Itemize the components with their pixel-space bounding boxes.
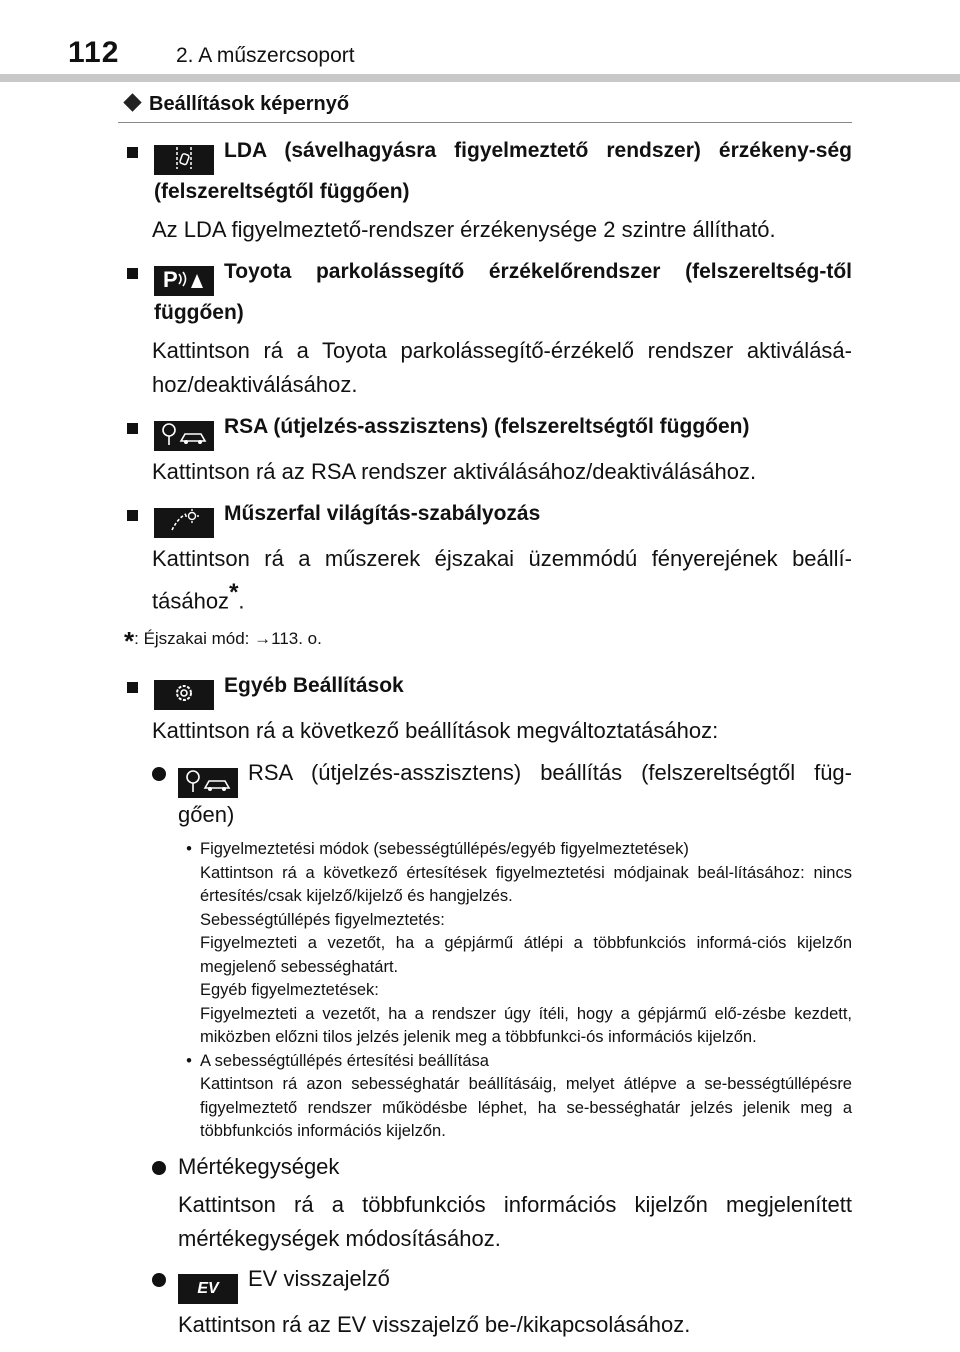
lda-desc: Az LDA figyelmeztető-rendszer érzékenysége 2 szintre állítható. <box>152 217 776 242</box>
square-bullet <box>127 682 138 693</box>
footnote-star: * <box>124 626 135 657</box>
arrow-icon: → <box>254 629 272 649</box>
ev-indicator-label: EV <box>197 1279 219 1297</box>
diamond-icon <box>123 93 141 111</box>
list-item: • A sebességtúllépés értesítési beállítása Kattintson rá azon sebességhatár beállításáig, melyet átlépve a se-bességtúllépésre figyelmeztető rendszer működésbe léphet, ha se-bességhatár jelzés jelenik meg a többfunkciós információs kijelzőn. <box>178 1050 852 1144</box>
brightness-icon <box>154 508 214 538</box>
footnote-ref: 113. o. <box>271 629 322 649</box>
ev-heading: EV visszajelző <box>248 1265 390 1291</box>
rsa-entry <box>124 410 852 451</box>
lane-departure-icon <box>154 145 214 175</box>
illumination-desc-text: Kattintson rá a műszerek éjszakai üzemmódú fényerejének beállí-tásához <box>152 546 852 614</box>
illumination-desc <box>152 542 852 618</box>
list-item-text: Figyelmeztetési módok (sebességtúllépés/egyéb figyelmeztetések) Kattintson rá a következő értesítések figyelmeztetési módjainak beál-lításához: nincs értesítés/csak kijelző/kijelző és hangjelzés. Sebességtúllépés figyelmeztetés: Figyelmezteti a vezetőt, ha a gépjármű átlépi a többfunkciós informá-ciós kijelzőn megjelenő sebességhatárt. Egyéb figyelmeztetések: Figyelmezteti a vezetőt, ha a rendszer úgy ítéli, hogy a gépjármű elő-zésbe kezdett, miközben előzni tilos jelzés jelenik meg a többfunkci-ós információs kijelzőn. <box>200 840 852 1047</box>
rsa-heading: RSA (útjelzés-asszisztens) (felszereltségtől függően) <box>224 415 750 438</box>
illumination-entry <box>124 497 852 538</box>
ev-entry <box>152 1262 852 1304</box>
rsa-options-list <box>178 838 852 1144</box>
units-entry <box>152 1150 852 1184</box>
footnote <box>124 626 852 657</box>
section-title: Beállítások képernyő <box>149 93 350 115</box>
rsa-settings-entry <box>152 756 852 832</box>
road-sign-icon <box>154 421 214 451</box>
other-settings-heading: Egyéb Beállítások <box>224 674 404 698</box>
content <box>124 134 852 1348</box>
circle-bullet <box>152 1161 166 1175</box>
illumination-heading: Műszerfal világítás-szabályozás <box>224 502 541 525</box>
square-bullet <box>127 147 138 158</box>
square-bullet <box>127 268 138 279</box>
rsa-desc: Kattintson rá az RSA rendszer aktiválásához/deaktiválásához. <box>152 459 757 484</box>
svg-text:P: P <box>163 267 178 292</box>
lda-heading: LDA (sávelhagyásra figyelmeztető rendszer) érzékeny-ség (felszereltségtől függően) <box>154 139 852 203</box>
square-bullet <box>127 423 138 434</box>
parking-heading: Toyota parkolássegítő érzékelőrendszer (felszereltség-től függően) <box>154 260 852 324</box>
units-heading: Mértékegységek <box>178 1153 340 1179</box>
chapter-title: 2. A műszercsoport <box>176 44 355 67</box>
parking-sensor-icon <box>154 266 214 296</box>
header-rule <box>0 74 960 82</box>
parking-entry <box>124 255 852 330</box>
list-item: • Figyelmeztetési módok (sebességtúllépés/egyéb figyelmeztetések) Kattintson rá a következő értesítések figyelmeztetési módjainak beál-lításához: nincs értesítés/csak kijelző/kijelző és hangjelzés. Sebességtúllépés figyelmeztetés: Figyelmezteti a vezetőt, ha a gépjármű átlépi a többfunkciós informá-ciós kijelzőn megjelenő sebességhatárt. Egyéb figyelmeztetések: Figyelmezteti a vezetőt, ha a rendszer úgy ítéli, hogy a gépjármű elő-zésbe kezdett, miközben előzni tilos jelzés jelenik meg a többfunkci-ós információs kijelzőn. <box>178 838 852 1050</box>
road-sign-icon <box>178 768 238 798</box>
ev-indicator-icon <box>178 1274 238 1304</box>
illumination-desc-end: . <box>238 588 245 614</box>
list-item-text: A sebességtúllépés értesítési beállítása Kattintson rá azon sebességhatár beállításáig, melyet átlépve a se-bességtúllépésre figyelmeztető rendszer működésbe léphet, ha se-bességhatár jelzés jelenik meg a többfunkciós információs kijelzőn. <box>200 1051 852 1141</box>
circle-bullet <box>152 767 166 781</box>
square-bullet <box>127 510 138 521</box>
parking-desc: Kattintson rá a Toyota parkolássegítő-érzékelő rendszer aktiválásá-hoz/deaktiválásához. <box>152 338 852 397</box>
lda-entry <box>124 134 852 209</box>
page-number: 112 <box>68 36 120 69</box>
other-settings-entry <box>124 669 852 710</box>
other-settings-desc: Kattintson rá a következő beállítások megváltoztatásához: <box>152 718 719 744</box>
footnote-text: : Éjszakai mód: <box>134 629 255 649</box>
footnote-marker: * <box>229 579 239 606</box>
circle-bullet <box>152 1273 166 1287</box>
sub-list <box>152 756 852 1342</box>
ev-desc: Kattintson rá az EV visszajelző be-/kikapcsolásához. <box>178 1311 691 1337</box>
gear-icon <box>154 680 214 710</box>
units-desc: Kattintson rá a többfunkciós információs kijelzőn megjelenített mértékegységek módosításához. <box>178 1191 852 1251</box>
section-heading <box>118 93 852 123</box>
rsa-settings-heading: RSA (útjelzés-asszisztens) beállítás (felszereltségtől füg-gően) <box>178 760 852 828</box>
